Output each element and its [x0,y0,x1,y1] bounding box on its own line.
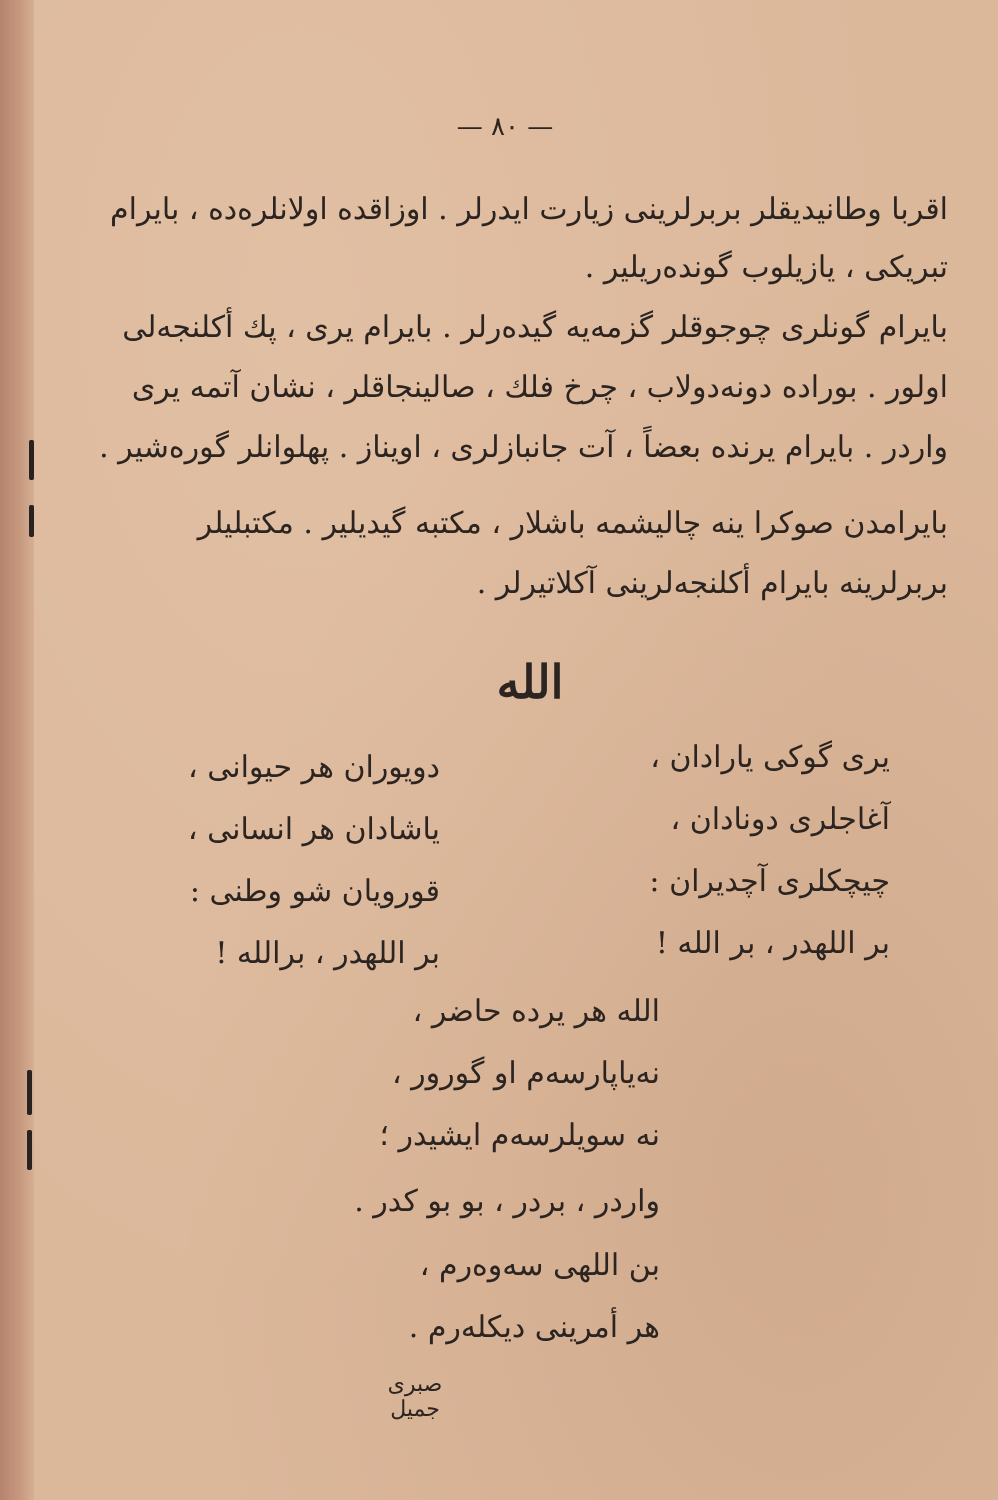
poem-left-line-4: بر اللهدر ، برالله ! [215,936,440,971]
page-number: — ٨٠ — [456,112,554,142]
page-spine-edge [0,0,34,1500]
poem-center-line-4: واردر ، بردر ، بو بو كدر . [354,1184,660,1219]
paragraph-2-line-2: اولور . بوراده دونه‌دولاب ، چرخ فلك ، صالینجاقلر ، نشان آتمه یری [131,370,948,405]
poem-author: صبری جمیل [387,1372,443,1422]
poem-center-line-2: نه‌یاپارسه‌م او گورور ، [391,1056,660,1091]
poem-right-line-1: یری گوكی یارادان ، [650,740,890,775]
poem-left-line-3: قورویان شو وطنی : [189,874,440,909]
poem-center-line-5: بن اللهی سه‌وه‌رم ، [419,1248,660,1283]
paragraph-1-line-1: اقربا وطانیدیقلر بربرلرینی زیارت ایدرلر . اوزاقده اولانلره‌ده ، بایرام [110,192,948,227]
poem-left-line-1: دویوران هر حیوانی ، [188,750,440,785]
binding-mark [27,1070,32,1115]
paragraph-3-line-1: بایرامدن صوكرا ینه چالیشمه باشلار ، مكتبه گیدیلیر . مكتبلیلر [197,506,948,541]
poem-right-line-3: چیچكلری آچدیران : [649,864,890,899]
paragraph-2-line-3: واردر . بایرام یرنده بعضاً ، آت جانبازلری ، اویناز . پهلوانلر گوره‌شیر . [99,430,948,465]
poem-left-line-2: یاشادان هر انسانی ، [187,812,440,847]
poem-center-line-3: نه سویلرسه‌م ایشیدر ؛ [379,1118,660,1153]
binding-mark [29,505,34,537]
paragraph-1-line-2: تبریکی ، یازیلوب گونده‌ریلیر . [584,250,948,285]
poem-center-line-6: هر أمرینی دیكله‌رم . [408,1310,660,1345]
poem-title: الله [496,655,564,709]
poem-right-line-2: آغاجلری دونادان ، [670,802,890,837]
paragraph-2-line-1: بایرام گونلری چوجوقلر گزمه‌یه گیده‌رلر . بایرام یری ، پك أكلنجه‌لی [122,310,948,345]
poem-center-line-1: الله هر یرده حاضر ، [412,994,660,1029]
paragraph-3-line-2: بربرلرینه بایرام أكلنجه‌لرینی آكلاتیرلر . [476,566,948,601]
binding-mark [27,1130,32,1170]
poem-right-line-4: بر اللهدر ، بر الله ! [655,926,890,961]
binding-mark [29,440,34,480]
